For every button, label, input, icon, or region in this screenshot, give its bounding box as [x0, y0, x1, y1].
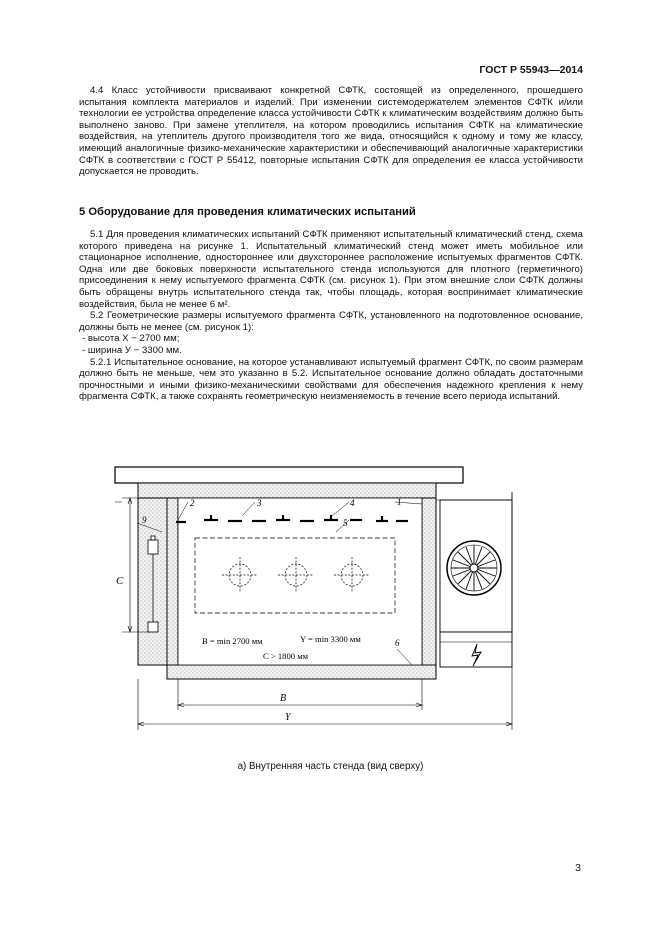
callout-5: 5: [343, 518, 348, 528]
dim-b-label: B: [280, 693, 287, 704]
clause-5-2-1: 5.2.1 Испытательное основание, на которое устанавливают испытуемый фрагмент СФТК, по своим размерам должно быть не меньше, чем это указанно в 5.2. Испытательное основание должно обладать достаточными прочностными и иными физико-механическими свойствами для обеспечения надежного крепления к нему фрагмента СФТК, а также сохранять геометрическую неизменяемость в течение всего периода испытаний.: [79, 356, 583, 403]
figure-caption: а) Внутренняя часть стенда (вид сверху): [237, 761, 424, 772]
callout-9: 9: [142, 515, 147, 525]
fan-icon: [447, 541, 501, 595]
callout-4: 4: [350, 498, 355, 508]
document-header: ГОСТ Р 55943—2014: [479, 64, 583, 76]
top-wall: [138, 483, 436, 498]
section-5-body: [79, 229, 583, 403]
bottom-wall: [167, 665, 436, 679]
dim-c-value: C > 1800 мм: [263, 651, 309, 661]
dimension-b: [178, 679, 422, 710]
callout-2: 2: [190, 498, 195, 508]
dim-c-label: C: [116, 575, 124, 587]
callout-6: 6: [395, 638, 400, 648]
dim-b-value: B = min 2700 мм: [202, 636, 263, 646]
height-item: - высота X − 2700 мм;: [82, 333, 180, 345]
width-item: - ширина У − 3300 мм.: [82, 344, 182, 356]
callout-3: 3: [257, 498, 262, 508]
dim-y-label: Y: [285, 712, 291, 723]
clause-5-1: 5.1 Для проведения климатических испытаний СФТК применяют испытательный климатический стенд, схема которого приведена на рисунке 1. Испытательный климатический стенд может иметь мобильное или стационарное исполнение, одностороннее или двухстороннее расположение испытуемых фрагментов СФТК. Одна или две боковых поверхности испытательного стенда используются для плотного (герметичного) присоединения к нему испытуемого фрагмента СФТК (см. рисунок 1). При этом внешние слои СФТК должны быть обращены внутрь испытательного стенда так, чтобы площадь, которая воспринимает климатические воздействия, была не менее 6 м².: [79, 229, 583, 310]
clause-5-2: 5.2 Геометрические размеры испытуемого фрагмента СФТК, установленного на подготовленное основание, должны быть не менее (см. рисунок 1):: [79, 310, 583, 333]
roof-slab: [115, 467, 463, 483]
callout-1: 1: [397, 497, 402, 507]
clause-4-4: [79, 85, 583, 178]
figure-1-stand-diagram: [100, 460, 540, 750]
page-number: 3: [575, 862, 581, 874]
section-5-title: 5 Оборудование для проведения климатических испытаний: [79, 206, 416, 218]
right-wall: [422, 498, 436, 665]
clause-4-4-text: 4.4 Класс устойчивости присваивают конкретной СФТК, состоящей из определенного, прошедшего испытания комплекта материалов и изделий. При изменении системодержателем элементов СФТК и/или технологии ее устройства определение класса устойчивости СФТК к климатическим воздействиям должно быть выполнено заново. При замене утеплителя, на котором проводились испытания СФТК на климатические воздействия, на утеплитель другого производителя того же вида, относящийся к одному и тому же классу, имеющий аналогичные физико-механические характеристики и обеспечивающий аналогичные характеристики СФТК в соответствии с ГОСТ Р 55412, повторные испытания СФТК для определения ее класса устойчивости допускается не проводить.: [79, 85, 583, 178]
dim-y-value: Y = min 3300 мм: [300, 634, 361, 644]
